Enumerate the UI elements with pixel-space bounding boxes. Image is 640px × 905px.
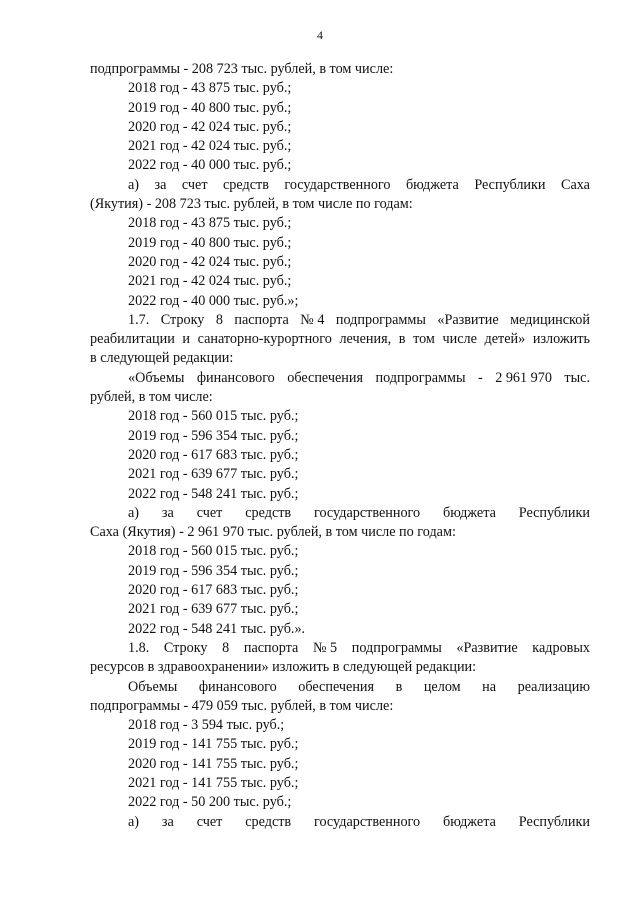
word: государственного (314, 813, 421, 830)
word: Саха (560, 176, 590, 193)
text-line: 2018 год - 560 015 тыс. руб.; (128, 543, 299, 560)
word: детей» (484, 331, 526, 348)
text-line: 2021 год - 42 024 тыс. руб.; (128, 273, 292, 290)
text-line: 2022 год - 40 000 тыс. руб.; (128, 157, 292, 174)
word: государственного (314, 504, 421, 521)
text-line: 2019 год - 141 755 тыс. руб.; (128, 736, 299, 753)
word: обеспечения (287, 369, 364, 386)
text-line: 2020 год - 617 683 тыс. руб.; (128, 582, 299, 599)
word: бюджета (405, 176, 459, 193)
text-line: подпрограммы - 479 059 тыс. рублей, в том числе: (90, 697, 394, 714)
word: медицинской (510, 311, 590, 328)
word: Строку (160, 311, 205, 328)
word: тыс. (564, 369, 590, 386)
text-line: ресурсов в здравоохранении» изложить в следующей редакции: (90, 659, 477, 676)
word: а) (128, 176, 140, 193)
word: лечения, (339, 331, 392, 348)
text-line: 2020 год - 617 683 тыс. руб.; (128, 446, 299, 463)
word: государственного (284, 176, 391, 193)
text-line: рублей, в том числе: (90, 389, 213, 406)
word: «Объемы (128, 369, 185, 386)
word: финансового (198, 678, 277, 695)
word: паспорта (243, 639, 299, 656)
text-line: 2019 год - 596 354 тыс. руб.; (128, 427, 299, 444)
word: средств (223, 176, 269, 193)
word: 2 961 970 (495, 369, 552, 386)
text-line: подпрограммы - 208 723 тыс. рублей, в том числе: (90, 61, 394, 77)
word: за (161, 504, 174, 521)
text-line: 2018 год - 43 875 тыс. руб.; (128, 80, 292, 97)
text-line (90, 504, 590, 523)
word: подпрограммы (335, 311, 426, 328)
word: подпрограммы (375, 369, 466, 386)
word: «Развитие (437, 311, 499, 328)
word: бюджета (442, 813, 496, 830)
word: на (482, 678, 497, 695)
text-line: 2020 год - 42 024 тыс. руб.; (128, 118, 292, 135)
text-line (90, 813, 590, 832)
word: Республики (474, 176, 546, 193)
word: средств (245, 504, 292, 521)
word: счет (196, 504, 223, 521)
word: средств (245, 813, 292, 830)
document-body (90, 60, 590, 832)
word: подпрограммы (351, 639, 442, 656)
text-line (90, 330, 590, 349)
text-line (90, 176, 590, 195)
word: паспорта (234, 311, 289, 328)
text-line: 2021 год - 42 024 тыс. руб.; (128, 138, 292, 155)
text-line: 2021 год - 639 677 тыс. руб.; (128, 466, 299, 483)
word: финансового (196, 369, 275, 386)
text-line: 2018 год - 560 015 тыс. руб.; (128, 408, 299, 425)
word: кадровых (532, 639, 590, 656)
text-line (90, 311, 590, 330)
text-line: 2018 год - 3 594 тыс. руб.; (128, 717, 285, 734)
word: в (398, 331, 406, 348)
word: 1.7. (128, 311, 150, 328)
word: числе (442, 331, 477, 348)
word: 8 (222, 639, 230, 656)
text-line: (Якутия) - 208 723 тыс. рублей, в том числе по годам: (90, 196, 413, 213)
page-number: 4 (317, 28, 323, 42)
word: за (154, 176, 167, 193)
word: реабилитации (90, 331, 175, 348)
word: счет (181, 176, 208, 193)
word: - (477, 369, 483, 386)
text-line: 2020 год - 141 755 тыс. руб.; (128, 755, 299, 772)
word: обеспечения (298, 678, 375, 695)
text-line: 2018 год - 43 875 тыс. руб.; (128, 215, 292, 232)
text-line: 2019 год - 596 354 тыс. руб.; (128, 562, 299, 579)
text-line: Саха (Якутия) - 2 961 970 тыс. рублей, в том числе по годам: (90, 524, 456, 541)
text-line: 2022 год - 50 200 тыс. руб.; (128, 794, 292, 811)
text-line: 2022 год - 548 241 тыс. руб.; (128, 485, 299, 502)
word: а) (128, 504, 140, 521)
word: № 5 (312, 639, 338, 656)
word: санаторно-курортного (197, 331, 332, 348)
word: счет (196, 813, 223, 830)
text-line: 2019 год - 40 800 тыс. руб.; (128, 234, 292, 251)
text-line: 2019 год - 40 800 тыс. руб.; (128, 99, 292, 116)
word: № 4 (300, 311, 325, 328)
word: том (413, 331, 435, 348)
word: изложить (532, 331, 590, 348)
word: бюджета (442, 504, 496, 521)
word: Объемы (128, 678, 178, 695)
text-line (90, 369, 590, 388)
word: 8 (215, 311, 223, 328)
word: за (161, 813, 174, 830)
word: Республики (518, 504, 590, 521)
word: Строку (163, 639, 208, 656)
word: 1.8. (128, 639, 150, 656)
text-line: 2022 год - 40 000 тыс. руб.»; (128, 292, 299, 309)
word: целом (423, 678, 461, 695)
word: реализацию (517, 678, 590, 695)
word: Республики (518, 813, 590, 830)
text-line (90, 678, 590, 697)
text-line: 2021 год - 141 755 тыс. руб.; (128, 774, 299, 791)
text-line: 2020 год - 42 024 тыс. руб.; (128, 253, 292, 270)
word: а) (128, 813, 140, 830)
word: и (182, 331, 190, 348)
text-line (90, 639, 590, 658)
text-line: 2021 год - 639 677 тыс. руб.; (128, 601, 299, 618)
word: «Развитие (456, 639, 518, 656)
word: в (395, 678, 403, 695)
text-line: в следующей редакции: (90, 350, 234, 367)
text-line: 2022 год - 548 241 тыс. руб.». (128, 620, 306, 637)
